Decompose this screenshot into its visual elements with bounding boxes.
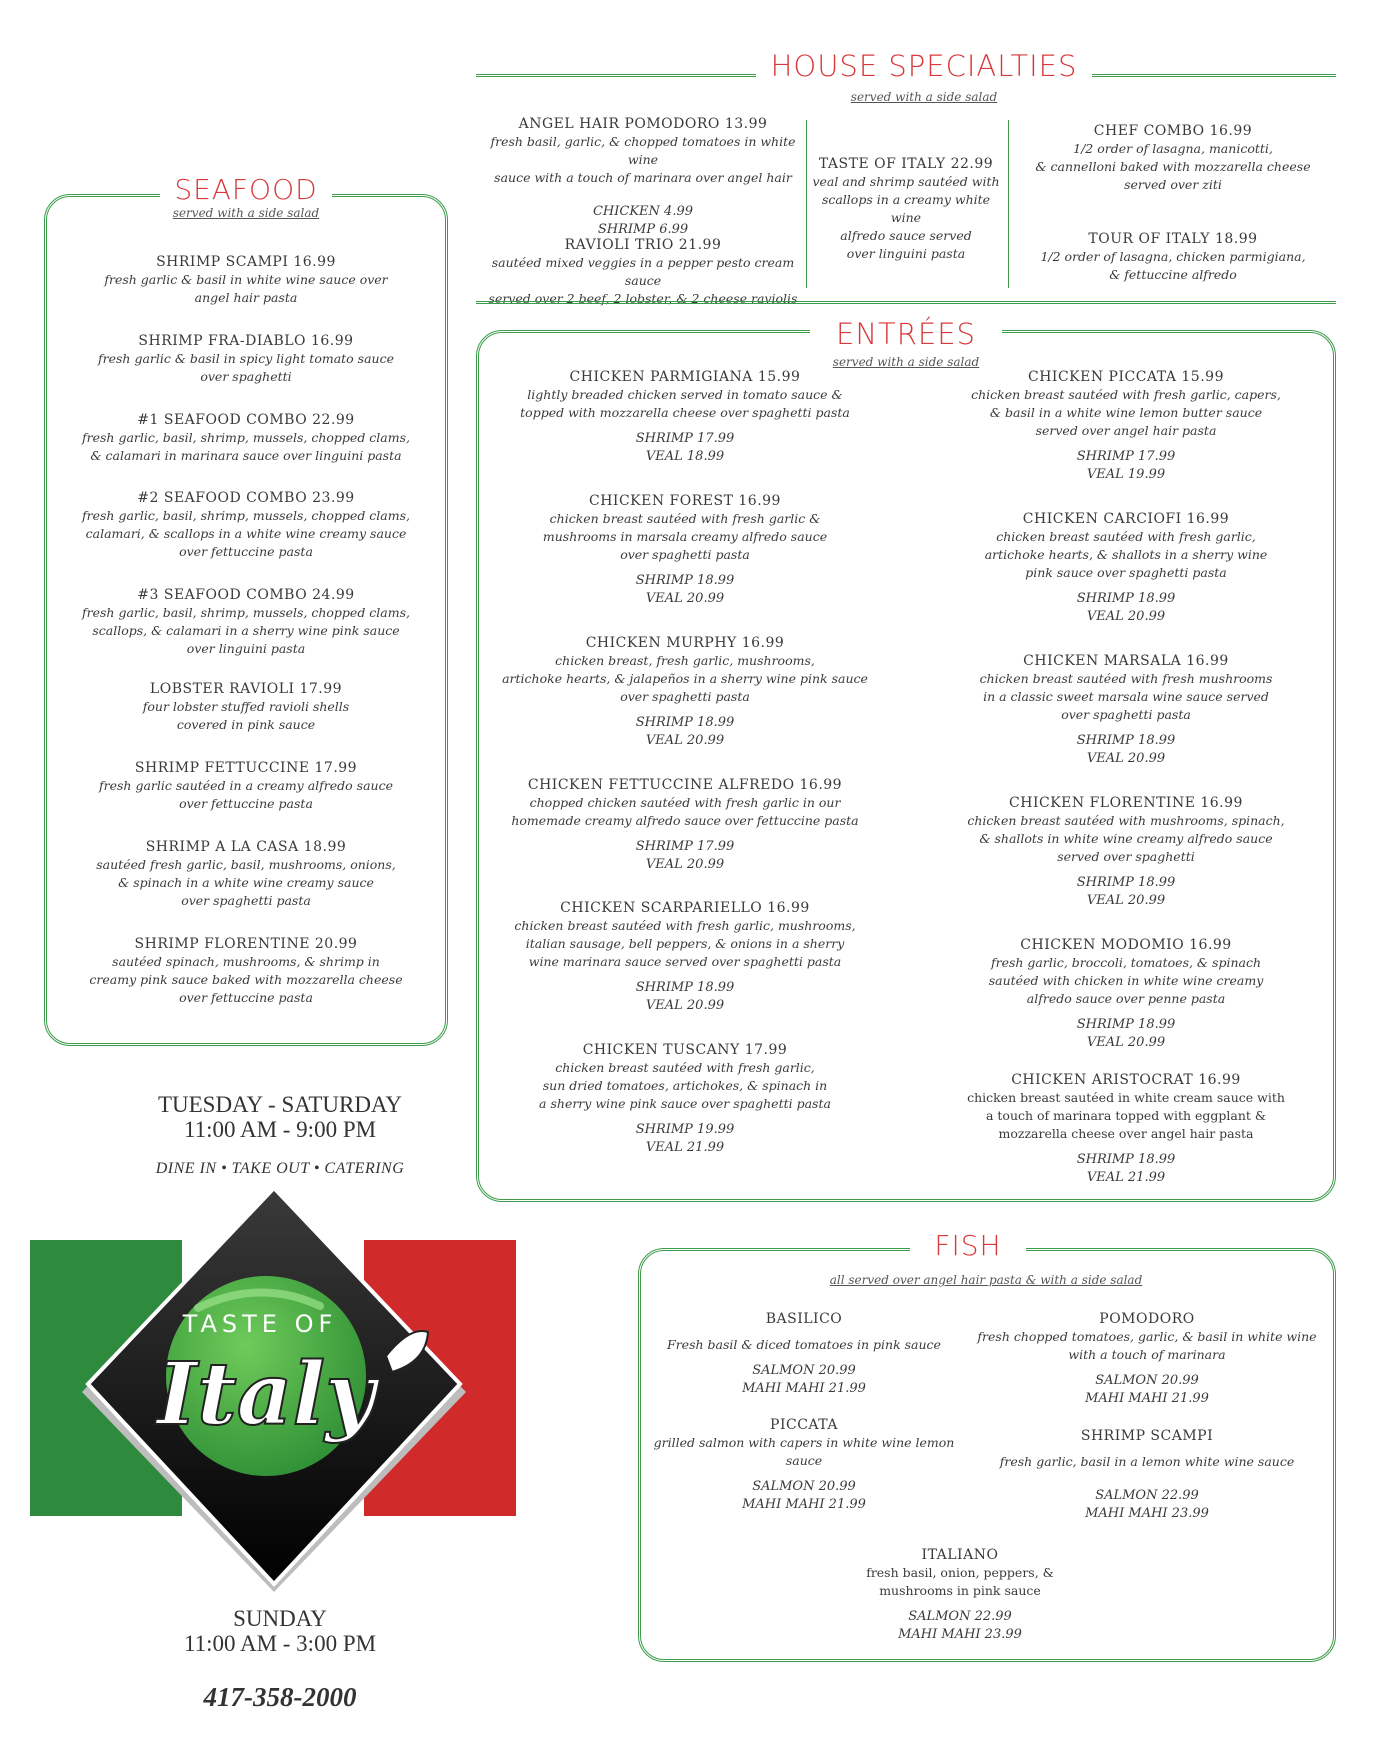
- logo-graphic: [30, 1188, 516, 1598]
- menu-item-piccata: PICCATA grilled salmon with capers in white wine lemon sauce SALMON 20.99 MAHI MAHI 21.99: [653, 1417, 955, 1512]
- menu-item-shrimp-a-la-casa: SHRIMP A LA CASA 18.99 sautéed fresh garlic, basil, mushrooms, onions, & spinach in a white wine creamy sauce over spaghetti pasta: [96, 839, 396, 908]
- menu-item-chicken-parmigiana: CHICKEN PARMIGIANA 15.99 lightly breaded chicken served in tomato sauce & topped with mozzarella cheese over spaghetti pasta SHRIMP 17.99 VEAL 18.99: [520, 369, 850, 464]
- sunday-hours: [110, 1606, 450, 1656]
- menu-item-lobster-ravioli: LOBSTER RAVIOLI 17.99 four lobster stuffed ravioli shells covered in pink sauce: [142, 681, 350, 732]
- house-divider-2: [1008, 120, 1009, 288]
- menu-item-shrimp-scampi: SHRIMP SCAMPI 16.99 fresh garlic & basil in white wine sauce over angel hair pasta: [104, 254, 388, 305]
- menu-item-tour-of-italy: TOUR OF ITALY 18.99 1/2 order of lasagna, chicken parmigiana, & fettuccine alfredo: [1040, 231, 1306, 282]
- entrees-subtitle: served with a side salad: [832, 355, 980, 369]
- menu-item-chicken-piccata: CHICKEN PICCATA 15.99 chicken breast sautéed with fresh garlic, capers, & basil in a white wine lemon butter sauce served over angel hair pasta SHRIMP 17.99 VEAL 19.99: [971, 369, 1281, 482]
- menu-item-chicken-murphy: CHICKEN MURPHY 16.99 chicken breast, fresh garlic, mushrooms, artichoke hearts, & jalapeños in a sherry wine pink sauce over spaghetti pasta SHRIMP 18.99 VEAL 20.99: [502, 635, 868, 748]
- services-line: DINE IN • TAKE OUT • CATERING: [155, 1160, 405, 1177]
- house-top-rule-right: [1082, 74, 1336, 77]
- phone-number: 417-358-2000: [203, 1682, 357, 1712]
- sunday-time: 11:00 AM - 3:00 PM: [183, 1631, 377, 1656]
- menu-item-chicken-fettuccine-alfredo: CHICKEN FETTUCCINE ALFREDO 16.99 chopped chicken sautéed with fresh garlic in our homemade creamy alfredo sauce over fettuccine pasta SHRIMP 17.99 VEAL 20.99: [511, 777, 859, 872]
- logo: [30, 1188, 516, 1598]
- menu-item-chicken-aristocrat: CHICKEN ARISTOCRAT 16.99 chicken breast sautéed in white cream sauce with a touch of marinara topped with eggplant & mozzarella cheese over angel hair pasta SHRIMP 18.99 VEAL 21.99: [967, 1072, 1285, 1185]
- menu-item-chicken-marsala: CHICKEN MARSALA 16.99 chicken breast sautéed with fresh mushrooms in a classic sweet marsala wine sauce served over spaghetti pasta SHRIMP 18.99 VEAL 20.99: [979, 653, 1273, 766]
- menu-item-chicken-modomio: CHICKEN MODOMIO 16.99 fresh garlic, broccoli, tomatoes, & spinach sautéed with chicken in white wine creamy alfredo sauce over penne pasta SHRIMP 18.99 VEAL 20.99: [988, 937, 1264, 1050]
- house-title: HOUSE SPECIALTIES: [756, 52, 1092, 81]
- menu-item-shrimp-fettuccine: SHRIMP FETTUCCINE 17.99 fresh garlic sautéed in a creamy alfredo sauce over fettuccine pasta: [99, 760, 393, 811]
- menu-item-chicken-tuscany: CHICKEN TUSCANY 17.99 chicken breast sautéed with fresh garlic, sun dried tomatoes, artichokes, & spinach in a sherry wine pink sauce over spaghetti pasta SHRIMP 19.99 VEAL 21.99: [539, 1042, 831, 1155]
- weekday-hours: [110, 1092, 450, 1142]
- menu-item-angel-hair-pomodoro: ANGEL HAIR POMODORO 13.99 fresh basil, garlic, & chopped tomatoes in white wine sauce with a touch of marinara over angel hair CHICKEN 4.99 SHRIMP 6.99: [490, 116, 796, 237]
- fish-title: FISH: [910, 1232, 1026, 1260]
- house-top-rule-left: [476, 74, 766, 77]
- menu-item-chicken-florentine: CHICKEN FLORENTINE 16.99 chicken breast sautéed with mushrooms, spinach, & shallots in white wine creamy alfredo sauce served over spaghetti SHRIMP 18.99 VEAL 20.99: [967, 795, 1285, 908]
- seafood-subtitle: served with a side salad: [172, 206, 320, 220]
- menu-item-seafood-combo-1: #1 SEAFOOD COMBO 22.99 fresh garlic, basil, shrimp, mussels, chopped clams, & calamari in marinara sauce over linguini pasta: [82, 412, 410, 463]
- sunday-days: SUNDAY: [233, 1606, 327, 1631]
- menu-item-shrimp-fra-diablo: SHRIMP FRA-DIABLO 16.99 fresh garlic & basil in spicy light tomato sauce over spaghetti: [98, 333, 394, 384]
- menu-item-basilico: BASILICO Fresh basil & diced tomatoes in pink sauce SALMON 20.99 MAHI MAHI 21.99: [667, 1311, 941, 1396]
- logo-line1: TASTE OF: [182, 1310, 338, 1338]
- house-subtitle: served with a side salad: [850, 90, 998, 104]
- weekday-days: TUESDAY - SATURDAY: [157, 1092, 403, 1117]
- menu-item-chicken-scarpariello: CHICKEN SCARPARIELLO 16.99 chicken breast sautéed with fresh garlic, mushrooms, italian sausage, bell peppers, & onions in a sherry wine marinara sauce served over spaghetti pasta SHRIMP 18.99 VEAL 20.99: [514, 900, 856, 1013]
- menu-item-pomodoro: POMODORO fresh chopped tomatoes, garlic, & basil in white wine with a touch of marinara SALMON 20.99 MAHI MAHI 21.99: [977, 1311, 1317, 1406]
- menu-item-chicken-forest: CHICKEN FOREST 16.99 chicken breast sautéed with fresh garlic & mushrooms in marsala creamy alfredo sauce over spaghetti pasta SHRIMP 18.99 VEAL 20.99: [542, 493, 828, 606]
- menu-item-seafood-combo-2: #2 SEAFOOD COMBO 23.99 fresh garlic, basil, shrimp, mussels, chopped clams, calamari, & scallops in a white wine creamy sauce over fettuccine pasta: [82, 490, 410, 559]
- menu-item-fish-shrimp-scampi: SHRIMP SCAMPI fresh garlic, basil in a lemon white wine sauce SALMON 22.99 MAHI MAHI 23.99: [999, 1428, 1295, 1521]
- house-divider-1: [806, 120, 807, 288]
- menu-item-italiano: ITALIANO fresh basil, onion, peppers, & mushrooms in pink sauce SALMON 22.99 MAHI MAHI 23.99: [866, 1547, 1054, 1642]
- logo-line2: Italy: [156, 1344, 376, 1445]
- menu-item-ravioli-trio: RAVIOLI TRIO 21.99 sautéed mixed veggies in a pepper pesto cream sauce served over 2 beef, 2 lobster, & 2 cheese raviolis: [488, 237, 798, 306]
- menu-item-taste-of-italy: TASTE OF ITALY 22.99 veal and shrimp sautéed with scallops in a creamy white wine alfredo sauce served over linguini pasta: [812, 156, 1000, 261]
- menu-item-seafood-combo-3: #3 SEAFOOD COMBO 24.99 fresh garlic, basil, shrimp, mussels, chopped clams, scallops, & calamari in a sherry wine pink sauce over linguini pasta: [82, 587, 410, 656]
- house-bottom-rule: [476, 301, 1336, 304]
- entrees-title: ENTRÉES: [810, 320, 1002, 349]
- fish-subtitle: all served over angel hair pasta & with a side salad: [829, 1273, 1143, 1287]
- seafood-title: SEAFOOD: [160, 176, 332, 204]
- menu-item-chef-combo: CHEF COMBO 16.99 1/2 order of lasagna, manicotti, & cannelloni baked with mozzarella cheese served over ziti: [1035, 123, 1311, 192]
- weekday-time: 11:00 AM - 9:00 PM: [183, 1117, 377, 1142]
- menu-item-chicken-carciofi: CHICKEN CARCIOFI 16.99 chicken breast sautéed with fresh garlic, artichoke hearts, & shallots in a sherry wine pink sauce over spaghetti pasta SHRIMP 18.99 VEAL 20.99: [984, 511, 1268, 624]
- menu-item-shrimp-florentine: SHRIMP FLORENTINE 20.99 sautéed spinach, mushrooms, & shrimp in creamy pink sauce baked with mozzarella cheese over fettuccine pasta: [89, 936, 403, 1005]
